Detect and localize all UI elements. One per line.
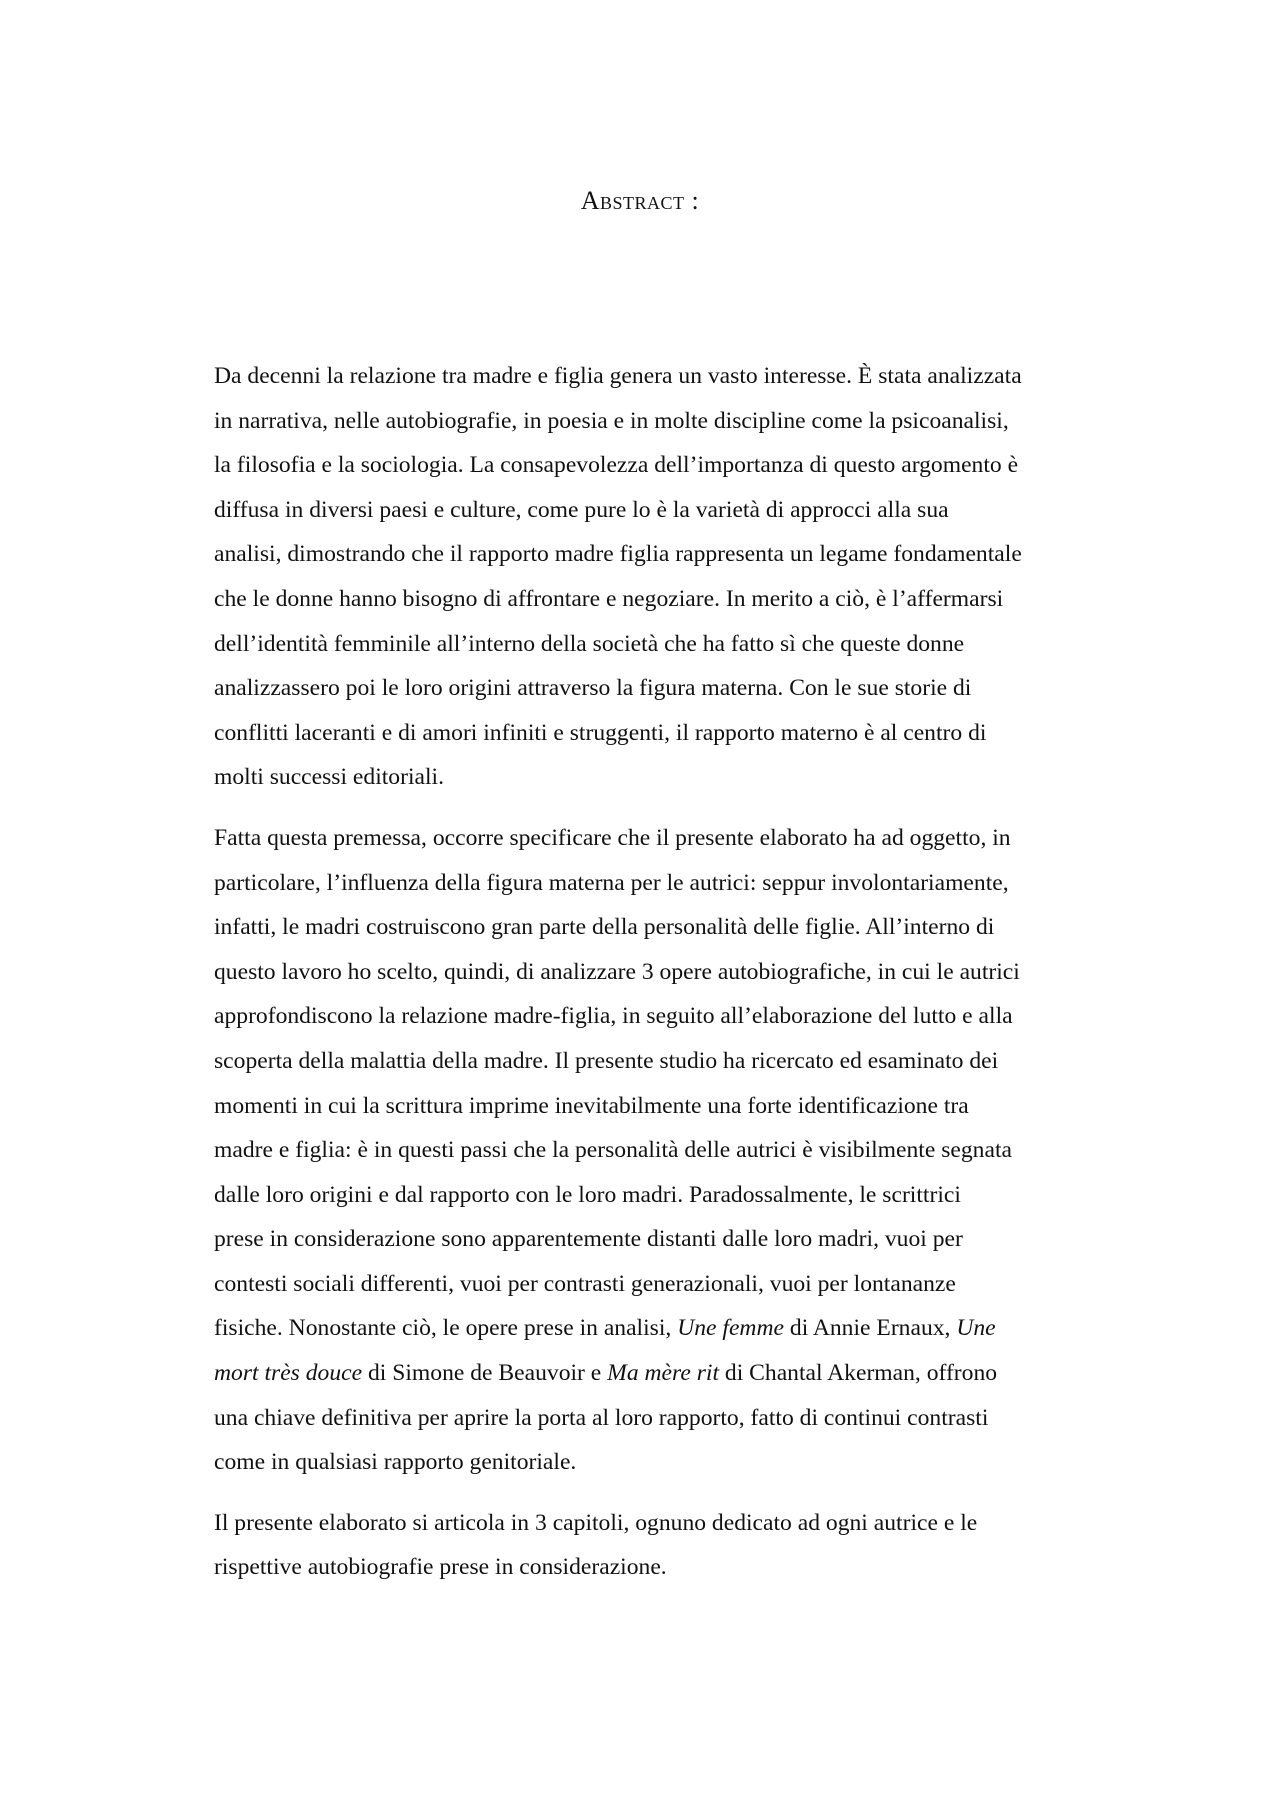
text-line: conflitti laceranti e di amori infiniti e struggenti, il rapporto materno è al centro di bbox=[214, 719, 987, 746]
text-segment: di Chantal Akerman, offrono bbox=[719, 1360, 998, 1387]
text-line: come in qualsiasi rapporto genitoriale. bbox=[214, 1449, 577, 1476]
text-line: diffusa in diversi paesi e culture, come pure lo è la varietà di approcci alla sua bbox=[214, 496, 949, 523]
book-title-ma-mere-rit: Ma mère rit bbox=[607, 1360, 720, 1387]
text-line: analizzassero poi le loro origini attraverso la figura materna. Con le sue storie di bbox=[214, 675, 972, 702]
text-line: la filosofia e la sociologia. La consapevolezza dell’importanza di questo argomento è bbox=[214, 452, 1019, 479]
text-line: madre e figlia: è in questi passi che la personalità delle autrici è visibilmente segnata bbox=[214, 1137, 1012, 1164]
text-line: che le donne hanno bisogno di affrontare e negoziare. In merito a ciò, è l’affermarsi bbox=[214, 585, 1004, 612]
text-segment: fisiche. Nonostante ciò, le opere prese in analisi, bbox=[214, 1315, 678, 1342]
text-line: Fatta questa premessa, occorre specificare che il presente elaborato ha ad oggetto, in bbox=[214, 824, 1011, 851]
text-line: approfondiscono la relazione madre-figlia, in seguito all’elaborazione del lutto e alla bbox=[214, 1003, 1013, 1030]
book-title-une-femme: Une femme bbox=[677, 1315, 784, 1342]
text-line: dell’identità femminile all’interno della società che ha fatto sì che queste donne bbox=[214, 630, 965, 657]
text-line: in narrativa, nelle autobiografie, in poesia e in molte discipline come la psicoanalisi, bbox=[214, 407, 1009, 434]
book-title-une-mort-end: mort très douce bbox=[214, 1360, 363, 1387]
page-title: Abstract : bbox=[580, 186, 700, 215]
text-line: momenti in cui la scrittura imprime inevitabilmente una forte identificazione tra bbox=[214, 1092, 969, 1119]
text-line: infatti, le madri costruiscono gran parte della personalità delle figlie. All’interno di bbox=[214, 914, 995, 941]
book-title-une-mort-start: Une bbox=[956, 1315, 996, 1342]
text-line: analisi, dimostrando che il rapporto madre figlia rappresenta un legame fondamentale bbox=[214, 541, 1022, 568]
paragraph-structure bbox=[214, 1501, 1104, 1590]
text-segment: di Simone de Beauvoir e bbox=[362, 1360, 608, 1387]
paragraph-scope bbox=[214, 816, 1104, 1485]
text-line-works bbox=[214, 1351, 1104, 1396]
abstract-body bbox=[214, 354, 1104, 1606]
text-line-works bbox=[214, 1306, 1104, 1351]
text-line: rispettive autobiografie prese in considerazione. bbox=[214, 1554, 667, 1581]
text-line: questo lavoro ho scelto, quindi, di analizzare 3 opere autobiografiche, in cui le autrici bbox=[214, 958, 1020, 985]
text-line: Il presente elaborato si articola in 3 capitoli, ognuno dedicato ad ogni autrice e le bbox=[214, 1509, 978, 1536]
text-line: molti successi editoriali. bbox=[214, 764, 444, 791]
paragraph-intro bbox=[214, 354, 1104, 800]
text-line: particolare, l’influenza della figura materna per le autrici: seppur involontariamente, bbox=[214, 869, 1009, 896]
text-line: prese in considerazione sono apparentemente distanti dalle loro madri, vuoi per bbox=[214, 1226, 963, 1253]
text-segment: di Annie Ernaux, bbox=[784, 1315, 957, 1342]
text-line: una chiave definitiva per aprire la porta al loro rapporto, fatto di continui contrasti bbox=[214, 1404, 989, 1431]
text-line: contesti sociali differenti, vuoi per contrasti generazionali, vuoi per lontananze bbox=[214, 1270, 956, 1297]
text-line: dalle loro origini e dal rapporto con le loro madri. Paradossalmente, le scrittrici bbox=[214, 1181, 961, 1208]
text-line: Da decenni la relazione tra madre e figlia genera un vasto interesse. È stata analizzata bbox=[214, 363, 1022, 389]
text-line: scoperta della malattia della madre. Il presente studio ha ricercato ed esaminato dei bbox=[214, 1047, 999, 1074]
